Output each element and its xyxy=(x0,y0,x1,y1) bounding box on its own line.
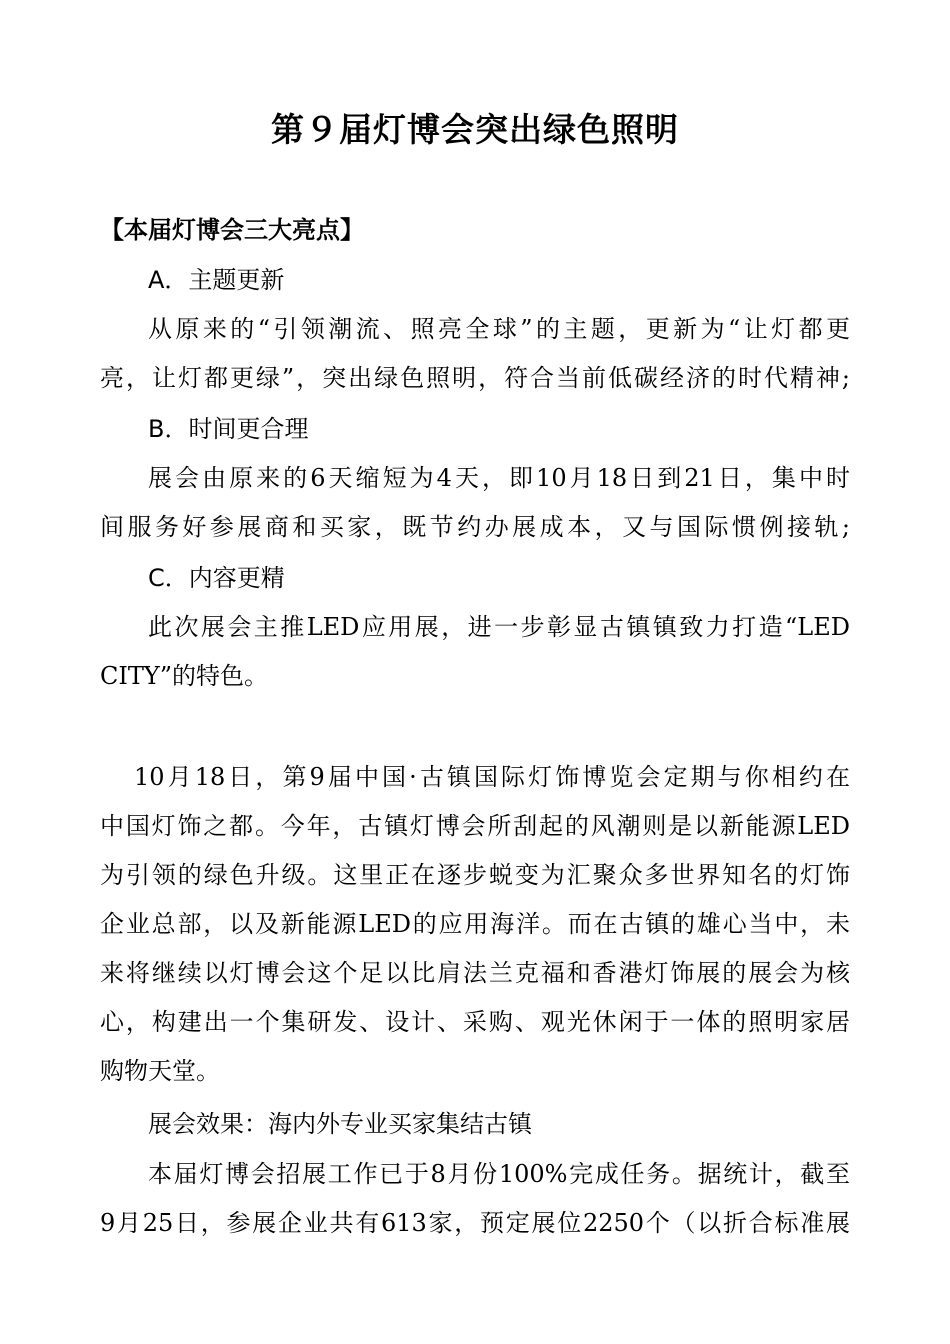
highlight-b-heading: B．时间更合理 xyxy=(148,415,309,443)
effect-line-2: 9月25日，参展企业共有613家，预定展位2250个（以折合标准展 xyxy=(100,1209,850,1237)
intro-line-4: 企业总部，以及新能源LED的应用海洋。而在古镇的雄心当中，未 xyxy=(100,910,850,938)
highlight-c-line-1: 此次展会主推LED应用展，进一步彰显古镇镇致力打造“LED xyxy=(148,613,850,641)
highlight-a-line-1: 从原来的“引领潮流、照亮全球”的主题，更新为“让灯都更 xyxy=(148,315,850,343)
intro-line-1: 10月18日，第9届中国·古镇国际灯饰博览会定期与你相约在 xyxy=(134,763,850,791)
intro-line-5: 来将继续以灯博会这个足以比肩法兰克福和香港灯饰展的展会为核 xyxy=(100,959,850,987)
highlight-a-line-2: 亮，让灯都更绿”，突出绿色照明，符合当前低碳经济的时代精神; xyxy=(100,364,850,392)
highlight-b-line-2: 间服务好参展商和买家，既节约办展成本，又与国际惯例接轨; xyxy=(100,513,850,541)
intro-line-2: 中国灯饰之都。今年，古镇灯博会所刮起的风潮则是以新能源LED xyxy=(100,812,850,840)
effect-line-1: 本届灯博会招展工作已于8月份100%完成任务。据统计，截至 xyxy=(148,1160,850,1188)
intro-line-3: 为引领的绿色升级。这里正在逐步蜕变为汇聚众多世界知名的灯饰 xyxy=(100,861,850,889)
effect-heading: 展会效果：海内外专业买家集结古镇 xyxy=(148,1110,532,1138)
highlight-a-heading: A．主题更新 xyxy=(148,266,285,294)
highlight-c-heading: C．内容更精 xyxy=(148,564,285,592)
highlight-b-line-1: 展会由原来的6天缩短为4天，即10月18日到21日，集中时 xyxy=(148,464,850,492)
intro-line-7: 购物天堂。 xyxy=(100,1057,220,1085)
highlights-heading: 【本届灯博会三大亮点】 xyxy=(100,216,364,244)
document-title: 第９届灯博会突出绿色照明 xyxy=(271,110,679,149)
intro-line-6: 心，构建出一个集研发、设计、采购、观光休闲于一体的照明家居 xyxy=(100,1008,850,1036)
highlight-c-line-2: CITY”的特色。 xyxy=(100,662,268,690)
